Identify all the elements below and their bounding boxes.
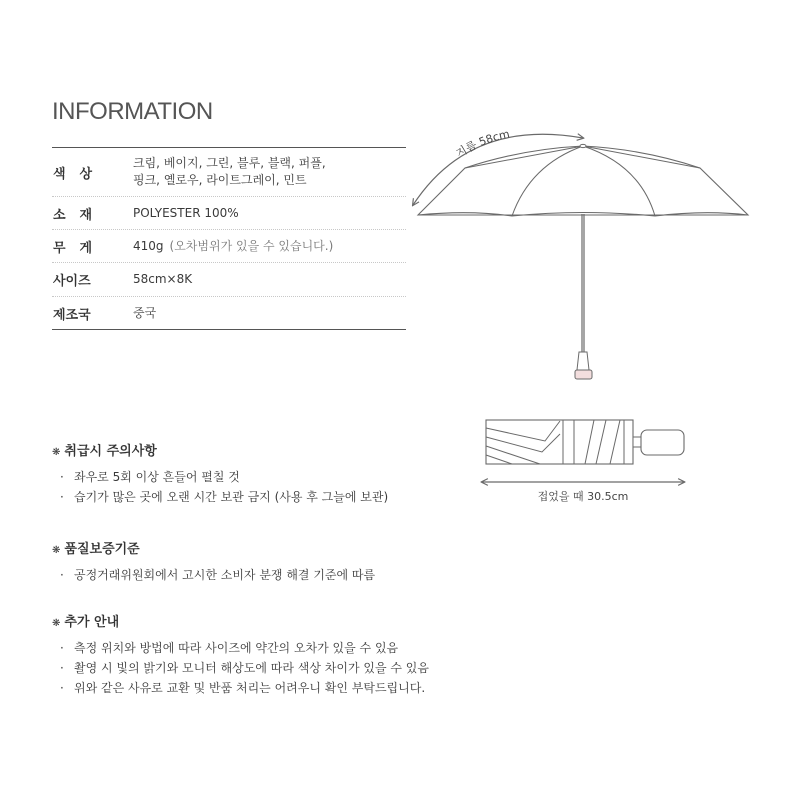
list-item-text: 공정거래위원회에서 고시한 소비자 분쟁 해결 기준에 따름 [74,568,376,582]
bullet-icon: · [60,661,64,675]
spec-value-main: 410g [133,238,164,253]
bullet-icon: · [60,490,64,504]
spec-note: (오차범위가 있을 수 있습니다.) [169,238,334,253]
list-item-text: 촬영 시 빛의 밝기와 모니터 해상도에 따라 색상 차이가 있을 수 있음 [74,661,429,675]
folded-length-label: 접었을 때 30.5cm [537,490,629,503]
page-title: INFORMATION [52,98,213,125]
section-heading-text: 추가 안내 [64,615,120,630]
spec-label: 색상 [53,166,107,182]
diameter-label-text: 지름 58cm [453,127,511,161]
spec-label: 소재 [53,207,107,223]
asterisk-icon: ❋ [52,618,61,629]
asterisk-icon: ❋ [52,545,61,556]
spec-label: 사이즈 [53,274,91,289]
folded-umbrella [486,420,684,464]
list-item-text: 위와 같은 사유로 교환 및 반품 처리는 어려우니 확인 부탁드립니다. [74,681,426,695]
section-heading-text: 취급시 주의사항 [64,444,157,459]
bullet-icon: · [60,681,64,695]
spec-value: POLYESTER 100% [133,205,239,220]
spec-value-line: 핑크, 옐로우, 라이트그레이, 민트 [133,173,307,187]
bullet-icon: · [60,568,64,582]
spec-value-line: 크림, 베이지, 그린, 블루, 블랙, 퍼플, [133,156,326,170]
bullet-icon: · [60,470,64,484]
spec-label: 제조국 [53,307,91,323]
spec-label: 무게 [53,240,107,256]
asterisk-icon: ❋ [52,447,61,458]
diameter-label [453,127,511,160]
spec-value: 58cm×8K [133,272,193,286]
section-heading-text: 품질보증기준 [64,542,140,557]
bullet-icon: · [60,641,64,655]
spec-value: 중국 [133,305,157,320]
umbrella-handle [577,352,589,370]
list-item-text: 측정 위치와 방법에 따라 사이즈에 약간의 오차가 있을 수 있음 [74,641,399,655]
list-item-text: 좌우로 5회 이상 흔들어 펼칠 것 [74,470,240,484]
list-item-text: 습기가 많은 곳에 오랜 시간 보관 금지 (사용 후 그늘에 보관) [74,490,389,504]
